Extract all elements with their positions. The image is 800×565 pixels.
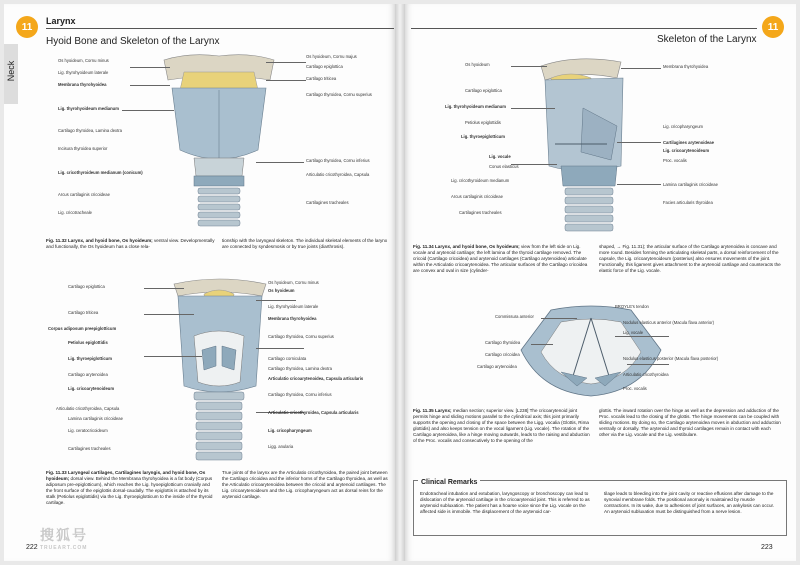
clinical-text-right: tilage leads to bleeding into the joint cavity or reactive effusions after damage to the synovial membrane folds. The positional anomaly is maintained by muscle contractions. In its wake, due to adhesions of joint surfaces, an ankylosis can occur. An arytenoid subluxation must be distinguished from a nerve lesion. xyxy=(604,491,775,514)
section-title: Hyoid Bone and Skeleton of the Larynx xyxy=(46,36,220,47)
fig33-label: Cartilago triticea xyxy=(68,310,99,315)
fig33-label: Cartilago corniculata xyxy=(268,356,307,361)
fig35-caption: Fig. 11.35 Larynx; median section; superior view. [L238] The cricoarytenoid joint permits hinge and sliding motions parallel to the cylindrical axis; this joint primarily supports the opening and closing of the space between the Ligg. vocalia (Glottis, Rima glottidis) and also keeps tension on the vocal ligament (Lig. vocale). The rotation of the Cartilago arytenoidea, like a hinge moving outwards, leads to the raising and abduction of the Proc. vocalis and consecutively to the opening of the xyxy=(413,408,590,443)
figure-11-33 xyxy=(44,266,394,466)
fig35-label: Articulatio cricothyroidea xyxy=(623,372,669,377)
fig33-label: Os hyoideum xyxy=(268,288,295,293)
fig33-label: Cartilago thyroidea, Cornu inferius xyxy=(268,392,332,397)
fig34-label: Lig. thyrohyoideum medianum xyxy=(445,104,506,109)
fig33-label: Cartilago thyroidea, Lamina dextra xyxy=(268,366,333,371)
fig34-label: Conus elasticus xyxy=(489,164,519,169)
fig34-label: Lig. thyroepiglotticum xyxy=(461,134,505,139)
fig34-label: Lig. vocale xyxy=(489,154,511,159)
fig33-label: Lamina cartilaginis cricoideae xyxy=(68,416,123,421)
fig34-label: Lig. cricoarytenoideum xyxy=(663,148,710,153)
fig33-label: Cartilago arytenoidea xyxy=(68,372,108,377)
fig32-caption: Fig. 11.32 Larynx, and hyoid bone, Os hyoideum; ventral view. Developmentally and functionally, the Os hyoideum has a close rela- xyxy=(46,238,215,249)
fig32-label: Lig. cricotracheale xyxy=(58,210,92,215)
page-number-right: 223 xyxy=(761,544,773,551)
fig32-label: Incisura thyroidea superior xyxy=(58,146,108,151)
fig34-caption-cont: shaped, → Fig. 11.31); the articular surface of the Cartilago arytenoidea is concave and more round. Besides forming the articulating skeletal parts, a dorsal reinforcement of the capsule, the Lig. cricoarytenoideum (posterius) also ensures movements of the joint. Functionally, this ligament gives attachment to the arytenoid cartilage and counteracts the elastic force of the Lig. vocale. xyxy=(599,244,781,273)
fig33-label: Lig. thyroepiglotticum xyxy=(68,356,112,361)
side-tab xyxy=(4,44,18,104)
header-rule xyxy=(411,28,757,29)
fig33-label: Corpus adiposum preepiglotticum xyxy=(48,326,117,331)
fig33-caption-cont: True joints of the larynx are the Articulatio cricothyroidea, the paired joint between the Cartilago cricoidea and the inferior horns of the Cartilago thyroidea, as well as the Articulatio cricoarytenoidea between the cricoid and arytenoid cartilages. The Lig. cricoarytenoideum and the Lig. cricopharyngeum act as dorsal reins for the arytenoid cartilage. xyxy=(222,470,388,499)
fig35-label: Nodulus elasticus anterior (Macula flava anterior) xyxy=(623,320,715,325)
fig34-label: Lamina cartilaginis cricoideae xyxy=(663,182,718,187)
watermark: 搜狐号 TRUEART.COM xyxy=(40,527,88,551)
fig32-label: Cartilago thyroidea, Lamina dextra xyxy=(58,128,123,133)
fig32-label: Os hyoideum, Cornu minus xyxy=(58,58,109,63)
fig33-label: Lig. thyrohyoideum laterale xyxy=(268,304,319,309)
fig32-label: Cartilago thyroidea, Cornu superius xyxy=(306,92,372,97)
clinical-remarks-title: Clinical Remarks xyxy=(418,479,480,486)
fig33-label: Cartilagines tracheales xyxy=(68,446,111,451)
fig34-label: Lig. cricopharyngeum xyxy=(663,124,704,129)
chapter-badge: 11 xyxy=(16,16,38,38)
fig33-label: Articulatio cricothyroidea, Capsula xyxy=(56,406,120,411)
fig32-label: Cartilago epiglottica xyxy=(306,64,343,69)
fig33-label: Cartilago epiglottica xyxy=(68,284,105,289)
fig33-label: Lig. cricoarytenoideum xyxy=(68,386,115,391)
fig35-label: Cartilago cricoidea xyxy=(485,352,520,357)
fig32-label: Cartilagines tracheales xyxy=(306,200,349,205)
figure-11-35 xyxy=(411,300,791,404)
fig32-label: Membrana thyrohyoidea xyxy=(58,82,107,87)
fig32-label: Articulatio cricothyroidea, Capsula xyxy=(306,172,370,177)
fig35-label: Proc. vocalis xyxy=(623,386,647,391)
fig34-label: Facies articularis thyroidea xyxy=(663,200,713,205)
fig32-label: Lig. thyrohyoideum medianum xyxy=(58,106,119,111)
fig35-label: Lig. vocale xyxy=(623,330,644,335)
fig34-label: Petiolus epiglottidis xyxy=(465,120,501,125)
page-number-left: 222 xyxy=(26,544,38,551)
fig33-label: Membrana thyrohyoidea xyxy=(268,316,317,321)
fig34-caption: Fig. 11.34 Larynx, and hyoid bone, Os hyoideum; view from the left side on Lig. vocale and arytenoid cartilage; the left lamina of the thyroid cartilage removed. The cricoid (Cartilago cricoidea) and arytenoid cartilages (Cartilago arytenoidea) articulate within the Articulatio cricoarytenoidea. The articular surfaces of the Cartilago cricoidea are convex and oval in size (cylinder- xyxy=(413,244,588,273)
fig34-label: Arcus cartilaginis cricoideae xyxy=(451,194,503,199)
fig35-label: Commissura anterior xyxy=(495,314,534,319)
side-tab-label: Neck xyxy=(6,60,16,82)
fig34-label: Cartilago epiglottica xyxy=(465,88,502,93)
fig35-caption-cont: glottis. The inward rotation over the hinge as well as the depression and adduction of the Proc. vocalis lead to the closing of the glottis. The hinge movements can be coupled with sliding motions. By doing so, the Cartilago arytenoidea moves in abduction and adduction ventrally or dorsally. The arytenoid and thyroid cartilages remain in contact with each other via the Lig. vocale and the Lig. vestibulare. xyxy=(599,408,781,437)
larynx-dorsal-illustration xyxy=(44,266,394,466)
fig32-caption-cont: tionship with the laryngeal skeleton. The individual skeletal elements of the larynx are connected by syndesmosis or by true joints (diarthrosis). xyxy=(222,238,388,249)
figure-11-34 xyxy=(411,48,791,238)
left-page xyxy=(4,4,395,561)
book-gutter xyxy=(395,4,405,561)
fig33-label: Articulatio cricothyroidea, Capsula articularis xyxy=(268,410,359,415)
header-rule xyxy=(46,28,394,29)
clinical-text-left: Endotracheal intubation and extubation, laryngoscopy or bronchoscopy can lead to dislocation of the arytenoid cartilage in the cricoarytenoid joint. This is referred to as arytenoid subluxation. The patient has a hoarse voice since the Lig. vocale on the affected side is immobile. The displacement of the arytenoid car- xyxy=(420,491,590,514)
fig33-label: Articulatio cricoarytenoidea, Capsula articularis xyxy=(268,376,364,381)
fig33-label: Cartilago thyroidea, Cornu superius xyxy=(268,334,334,339)
fig33-caption: Fig. 11.33 Laryngeal cartilages, Cartilagines laryngis, and hyoid bone, Os hyoideum; dorsal view. Behind the Membrana thyrohyoidea is a fat body (Corpus adiposum pre-epiglotticum), which reaches the Lig. hyoepiglotticum cranially and the front surface of the epiglottis dorsal-caudally. The epiglottis is attached by its stalk (Petiolus epiglottidis) via the Lig. thyroepiglotticum to the inside of the thyroid cartilage. xyxy=(46,470,213,505)
larynx-superior-illustration xyxy=(411,300,791,404)
fig32-label: Cartilago thyroidea, Cornu inferius xyxy=(306,158,370,163)
section-title: Skeleton of the Larynx xyxy=(657,34,757,45)
fig33-label: Os hyoideum, Cornu minus xyxy=(268,280,319,285)
fig33-label: Ligg. anularia xyxy=(268,444,294,449)
chapter-badge: 11 xyxy=(762,16,784,38)
figure-11-32 xyxy=(44,50,394,230)
fig34-label: Os hyoideum xyxy=(465,62,490,67)
fig34-label: Membrana thyrohyoidea xyxy=(663,64,709,69)
fig32-label: Lig. thyrohyoideum laterale xyxy=(58,70,109,75)
fig35-label: Nodulus elasticus posterior (Macula flava posterior) xyxy=(623,356,719,361)
fig32-label: Os hyoideum, Cornu majus xyxy=(306,54,357,59)
fig32-label: Lig. cricothyroideum medianum (conicum) xyxy=(58,170,143,175)
fig32-label: Arcus cartilaginis cricoideae xyxy=(58,192,110,197)
fig35-label: Cartilago thyroidea xyxy=(485,340,521,345)
fig33-label: Lig. cricopharyngeum xyxy=(268,428,312,433)
fig32-label: Cartilago triticea xyxy=(306,76,337,81)
fig34-label: Lig. cricothyroideum medianum xyxy=(451,178,510,183)
chapter-title: Larynx xyxy=(46,16,76,26)
fig34-label: Proc. vocalis xyxy=(663,158,687,163)
fig33-label: Petiolus epiglottidis xyxy=(68,340,108,345)
fig35-label: BROYLE's tendon xyxy=(615,304,649,309)
clinical-remarks-box xyxy=(413,480,787,536)
right-page xyxy=(405,4,796,561)
fig35-label: Cartilago arytenoidea xyxy=(477,364,517,369)
fig34-label: Cartilagines tracheales xyxy=(459,210,502,215)
fig33-label: Lig. ceratocricoideum xyxy=(68,428,108,433)
fig34-label: Cartilagines arytenoideae xyxy=(663,140,714,145)
